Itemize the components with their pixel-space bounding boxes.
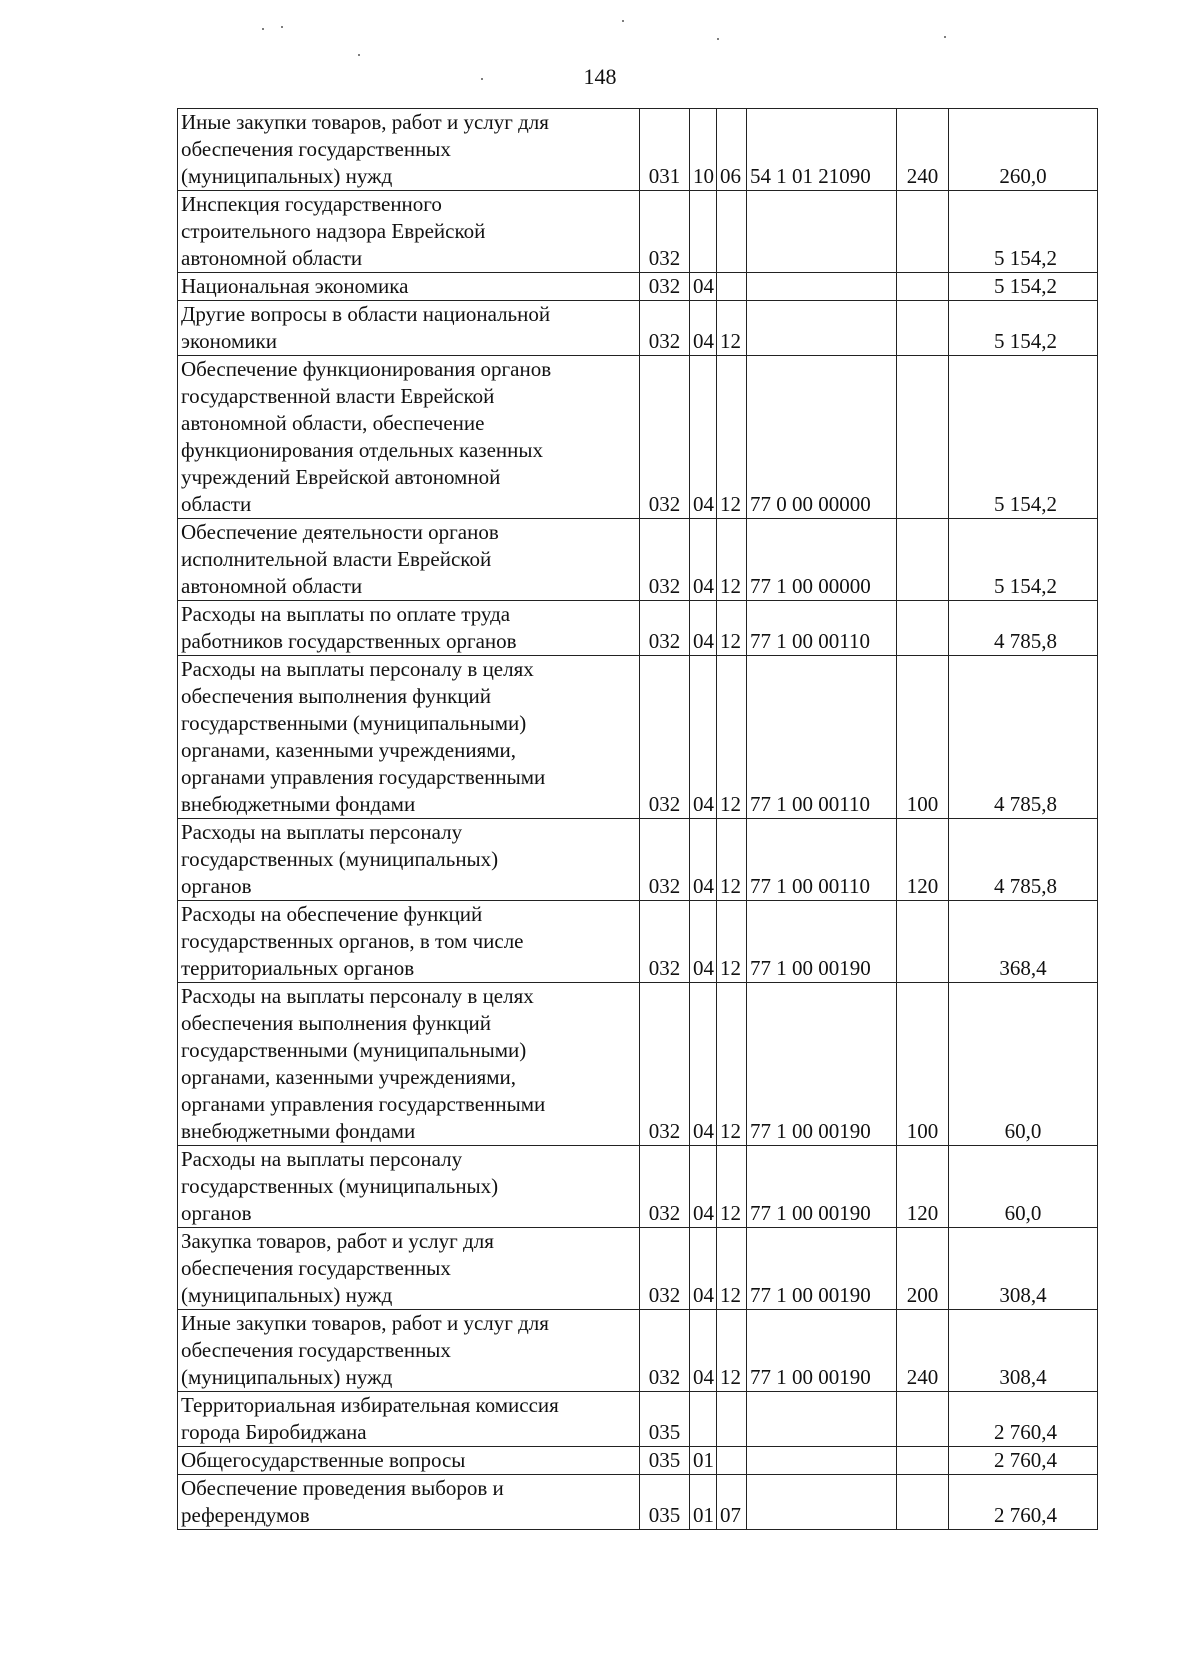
row-vr-cell	[897, 1392, 949, 1447]
row-csr-cell: 77 1 00 00190	[747, 1228, 897, 1310]
row-ved-cell: 032	[640, 601, 690, 656]
row-name-cell: Расходы на выплаты персоналу в целях обеспечения выполнения функций государственными (муниципальными) органами, казенными учреждениями, органами управления государственными внебюджетными фондами	[178, 656, 640, 819]
table-row	[178, 983, 1098, 1146]
row-name-cell: Обеспечение функционирования органов государственной власти Еврейской автономной области, обеспечение функционирования отдельных казенных учреждений Еврейской автономной области	[178, 356, 640, 519]
table-row	[178, 1146, 1098, 1228]
row-sum-cell: 2 760,4	[949, 1475, 1098, 1530]
scan-speck	[262, 28, 264, 30]
table-row	[178, 1228, 1098, 1310]
row-vr-cell: 100	[897, 983, 949, 1146]
row-name-cell: Расходы на выплаты персоналу в целях обеспечения выполнения функций государственными (муниципальными) органами, казенными учреждениями, органами управления государственными внебюджетными фондами	[178, 983, 640, 1146]
row-sum-cell: 60,0	[949, 983, 1098, 1146]
row-name-cell: Обеспечение проведения выборов и референдумов	[178, 1475, 640, 1530]
row-ved-cell: 032	[640, 656, 690, 819]
table-row	[178, 191, 1098, 273]
row-rz-cell: 01	[690, 1475, 717, 1530]
row-sum-cell: 5 154,2	[949, 301, 1098, 356]
row-csr-cell: 77 1 00 00110	[747, 819, 897, 901]
row-rz-cell: 04	[690, 356, 717, 519]
page-number: 148	[583, 64, 617, 89]
row-rz-cell: 04	[690, 519, 717, 601]
row-vr-cell	[897, 601, 949, 656]
table-row	[178, 1310, 1098, 1392]
row-ved-cell: 035	[640, 1392, 690, 1447]
row-name-cell: Общегосударственные вопросы	[178, 1447, 640, 1475]
row-csr-cell: 77 1 00 00190	[747, 1146, 897, 1228]
row-csr-cell: 77 1 00 00110	[747, 601, 897, 656]
row-csr-cell: 77 1 00 00190	[747, 983, 897, 1146]
row-vr-cell	[897, 519, 949, 601]
row-rz-cell: 01	[690, 1447, 717, 1475]
row-name-cell: Иные закупки товаров, работ и услуг для обеспечения государственных (муниципальных) нужд	[178, 1310, 640, 1392]
table-row	[178, 656, 1098, 819]
table-row	[178, 1475, 1098, 1530]
row-sum-cell: 5 154,2	[949, 356, 1098, 519]
row-vr-cell	[897, 273, 949, 301]
budget-table	[177, 108, 1098, 1530]
row-name-cell: Иные закупки товаров, работ и услуг для обеспечения государственных (муниципальных) нужд	[178, 109, 640, 191]
row-name-cell: Расходы на выплаты персоналу государственных (муниципальных) органов	[178, 1146, 640, 1228]
row-pr-cell: 12	[717, 1228, 747, 1310]
row-csr-cell	[747, 273, 897, 301]
row-csr-cell: 77 1 00 00190	[747, 901, 897, 983]
row-pr-cell: 12	[717, 1146, 747, 1228]
row-vr-cell: 240	[897, 109, 949, 191]
row-pr-cell: 07	[717, 1475, 747, 1530]
scan-speck	[622, 20, 624, 22]
table-row	[178, 301, 1098, 356]
row-vr-cell: 100	[897, 656, 949, 819]
row-sum-cell: 5 154,2	[949, 191, 1098, 273]
row-pr-cell: 12	[717, 901, 747, 983]
table-row	[178, 356, 1098, 519]
row-pr-cell: 12	[717, 983, 747, 1146]
row-sum-cell: 308,4	[949, 1310, 1098, 1392]
row-ved-cell: 032	[640, 901, 690, 983]
row-csr-cell	[747, 1447, 897, 1475]
row-rz-cell: 04	[690, 901, 717, 983]
row-ved-cell: 035	[640, 1447, 690, 1475]
row-vr-cell: 240	[897, 1310, 949, 1392]
row-pr-cell	[717, 273, 747, 301]
row-ved-cell: 032	[640, 301, 690, 356]
row-pr-cell: 12	[717, 601, 747, 656]
row-csr-cell: 77 1 00 00000	[747, 519, 897, 601]
row-rz-cell: 04	[690, 1146, 717, 1228]
row-sum-cell: 2 760,4	[949, 1392, 1098, 1447]
table-row	[178, 109, 1098, 191]
row-pr-cell	[717, 1392, 747, 1447]
row-vr-cell	[897, 301, 949, 356]
table-row	[178, 519, 1098, 601]
table-row	[178, 1447, 1098, 1475]
row-vr-cell	[897, 356, 949, 519]
row-pr-cell: 12	[717, 301, 747, 356]
row-rz-cell: 04	[690, 656, 717, 819]
row-csr-cell: 54 1 01 21090	[747, 109, 897, 191]
row-pr-cell: 12	[717, 656, 747, 819]
row-name-cell: Закупка товаров, работ и услуг для обеспечения государственных (муниципальных) нужд	[178, 1228, 640, 1310]
table-row	[178, 1392, 1098, 1447]
table-row	[178, 273, 1098, 301]
row-pr-cell: 12	[717, 356, 747, 519]
row-pr-cell: 06	[717, 109, 747, 191]
budget-table-body	[178, 109, 1098, 1530]
row-ved-cell: 032	[640, 983, 690, 1146]
row-rz-cell: 04	[690, 273, 717, 301]
row-name-cell: Расходы на выплаты по оплате труда работников государственных органов	[178, 601, 640, 656]
row-sum-cell: 368,4	[949, 901, 1098, 983]
row-name-cell: Территориальная избирательная комиссия города Биробиджана	[178, 1392, 640, 1447]
row-rz-cell: 04	[690, 301, 717, 356]
scan-speck	[717, 38, 719, 40]
row-name-cell: Другие вопросы в области национальной экономики	[178, 301, 640, 356]
table-row	[178, 601, 1098, 656]
row-csr-cell	[747, 301, 897, 356]
row-sum-cell: 4 785,8	[949, 656, 1098, 819]
row-vr-cell: 120	[897, 1146, 949, 1228]
row-csr-cell: 77 0 00 00000	[747, 356, 897, 519]
row-name-cell: Расходы на выплаты персоналу государственных (муниципальных) органов	[178, 819, 640, 901]
row-ved-cell: 031	[640, 109, 690, 191]
row-rz-cell: 04	[690, 983, 717, 1146]
row-vr-cell	[897, 191, 949, 273]
table-row	[178, 819, 1098, 901]
scan-speck	[281, 26, 283, 28]
row-csr-cell: 77 1 00 00190	[747, 1310, 897, 1392]
row-name-cell: Расходы на обеспечение функций государственных органов, в том числе территориальных органов	[178, 901, 640, 983]
row-pr-cell: 12	[717, 519, 747, 601]
row-vr-cell	[897, 1475, 949, 1530]
row-sum-cell: 4 785,8	[949, 601, 1098, 656]
row-csr-cell: 77 1 00 00110	[747, 656, 897, 819]
row-vr-cell	[897, 1447, 949, 1475]
row-sum-cell: 2 760,4	[949, 1447, 1098, 1475]
row-ved-cell: 032	[640, 1146, 690, 1228]
scan-speck	[944, 36, 946, 38]
row-name-cell: Национальная экономика	[178, 273, 640, 301]
row-rz-cell: 04	[690, 1310, 717, 1392]
row-rz-cell	[690, 1392, 717, 1447]
row-ved-cell: 032	[640, 356, 690, 519]
row-ved-cell: 032	[640, 819, 690, 901]
row-rz-cell: 04	[690, 601, 717, 656]
row-csr-cell	[747, 191, 897, 273]
row-pr-cell	[717, 191, 747, 273]
row-csr-cell	[747, 1475, 897, 1530]
row-csr-cell	[747, 1392, 897, 1447]
row-ved-cell: 032	[640, 191, 690, 273]
row-sum-cell: 5 154,2	[949, 273, 1098, 301]
row-rz-cell: 04	[690, 819, 717, 901]
row-ved-cell: 032	[640, 273, 690, 301]
row-sum-cell: 5 154,2	[949, 519, 1098, 601]
row-sum-cell: 308,4	[949, 1228, 1098, 1310]
row-sum-cell: 60,0	[949, 1146, 1098, 1228]
row-pr-cell: 12	[717, 819, 747, 901]
row-name-cell: Инспекция государственного строительного надзора Еврейской автономной области	[178, 191, 640, 273]
row-ved-cell: 032	[640, 519, 690, 601]
row-ved-cell: 032	[640, 1228, 690, 1310]
scan-speck	[481, 78, 483, 80]
row-ved-cell: 032	[640, 1310, 690, 1392]
scan-speck	[358, 54, 360, 56]
row-rz-cell: 04	[690, 1228, 717, 1310]
row-vr-cell: 200	[897, 1228, 949, 1310]
row-pr-cell	[717, 1447, 747, 1475]
row-name-cell: Обеспечение деятельности органов исполнительной власти Еврейской автономной области	[178, 519, 640, 601]
row-vr-cell	[897, 901, 949, 983]
row-sum-cell: 260,0	[949, 109, 1098, 191]
row-rz-cell	[690, 191, 717, 273]
row-ved-cell: 035	[640, 1475, 690, 1530]
row-pr-cell: 12	[717, 1310, 747, 1392]
table-row	[178, 901, 1098, 983]
row-vr-cell: 120	[897, 819, 949, 901]
row-rz-cell: 10	[690, 109, 717, 191]
row-sum-cell: 4 785,8	[949, 819, 1098, 901]
